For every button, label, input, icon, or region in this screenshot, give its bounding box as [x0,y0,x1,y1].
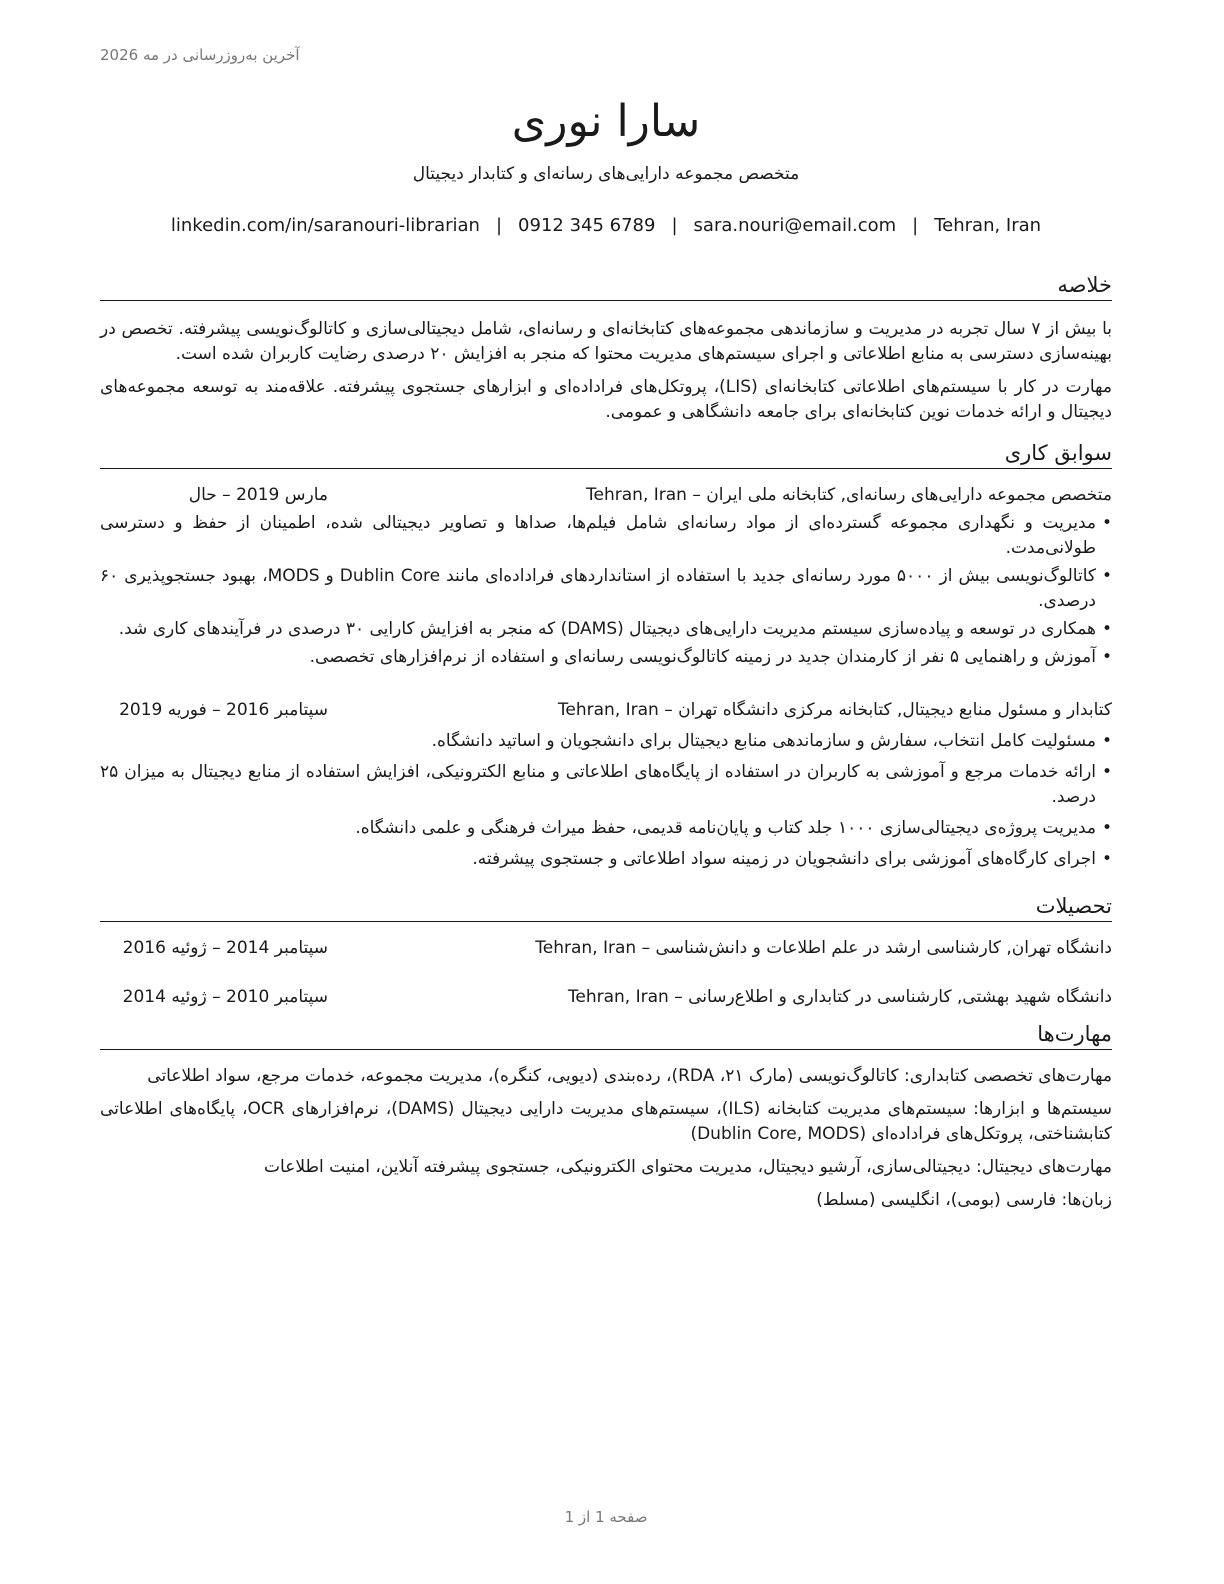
education-degree: دانشگاه شهید بهشتی, کارشناسی در کتابداری و اطلاع‌رسانی – Tehran, Iran [567,987,1112,1007]
job-header [100,698,1112,723]
resume-page [100,0,1112,1584]
skill-line: مهارت‌های تخصصی کتابداری: کاتالوگ‌نویسی (مارک ۲۱، RDA)، رده‌بندی (دیویی، کنگره)، مدیریت مجموعه، خدمات مرجع، سواد اطلاعاتی [147,1066,1112,1086]
skill-line: زبان‌ها: فارسی (بومی)، انگلیسی (مسلط) [816,1190,1112,1210]
contact-phone[interactable]: 0912 345 6789 [518,215,656,236]
contact-separator: | [495,215,503,236]
summary-section [100,271,1112,425]
list-item: • اجرای کارگاه‌های آموزشی برای دانشجویان در زمینه سواد اطلاعاتی و جستجوی پیشرفته. [100,847,1112,872]
summary-heading: خلاصه [100,271,1112,301]
education-degree: دانشگاه تهران, کارشناسی ارشد در علم اطلاعات و دانش‌شناسی – Tehran, Iran [535,938,1112,958]
experience-section [100,439,1112,872]
list-item: • کاتالوگ‌نویسی بیش از ۵۰۰۰ مورد رسانه‌ای جدید با استفاده از استانداردهای فراداده‌ای مانند Dublin Core و MODS، بهبود جستجوپذیری ۶۰ درصدی. [100,564,1112,614]
summary-paragraph: با بیش از ۷ سال تجربه در مدیریت و سازماندهی مجموعه‌های کتابخانه‌ای و رسانه‌ای، شامل دیجیتالی‌سازی و کاتالوگ‌نویسی پیشرفته. تخصص در بهینه‌سازی دسترسی به منابع اطلاعاتی و اجرای سیستم‌های مدیریت محتوا که منجر به افزایش ۲۰ درصدی رضایت کاربران شده است. [100,319,1112,364]
education-dates: سپتامبر 2010 – ژوئیه 2014 [122,987,328,1007]
candidate-name: سارا نوری [511,96,701,147]
contact-separator: | [671,215,678,236]
job-dates: سپتامبر 2016 – فوریه 2019 [119,700,328,720]
job-bullets [100,729,1112,872]
job-bullets [100,511,1112,670]
job-header [100,483,1112,508]
job-dates: مارس 2019 – حال [188,485,328,505]
education-dates: سپتامبر 2014 – ژوئیه 2016 [122,938,328,958]
education-heading: تحصیلات [100,892,1112,922]
job-role: متخصص مجموعه دارایی‌های رسانه‌ای, کتابخانه ملی ایران – Tehran, Iran [586,485,1112,505]
list-item: • ارائه خدمات مرجع و آموزشی به کاربران در استفاده از پایگاه‌های اطلاعاتی و منابع الکترونیکی، افزایش استفاده از منابع دیجیتال به میزان ۲۵ درصد. [100,760,1112,810]
experience-heading: سوابق کاری [100,439,1112,469]
contact-separator: | [912,215,919,236]
list-item: • مدیریت و نگهداری مجموعه گسترده‌ای از مواد رسانه‌ای شامل فیلم‌ها، صداها و تصاویر دیجیتالی شده، اطمینان از حفظ و دسترسی طولانی‌مدت. [100,511,1112,561]
job-entry [100,483,1112,670]
job-entry [100,698,1112,872]
skill-line: سیستم‌ها و ابزارها: سیستم‌های مدیریت کتابخانه (ILS)، سیستم‌های مدیریت دارایی دیجیتال (DAMS)، نرم‌افزارهای OCR، پایگاه‌های اطلاعاتی کتابشناختی، پروتکل‌های فراداده‌ای (Dublin Core, MODS) [100,1099,1112,1144]
page-footer: صفحه 1 از 1 [564,1508,648,1526]
list-item: • مدیریت پروژه‌ی دیجیتالی‌سازی ۱۰۰۰ جلد کتاب و پایان‌نامه قدیمی، حفظ میراث فرهنگی و علمی دانشگاه. [100,816,1112,841]
contact-linkedin[interactable]: linkedin.com/in/saranouri-librarian [170,215,480,236]
job-role: کتابدار و مسئول منابع دیجیتال, کتابخانه مرکزی دانشگاه تهران – Tehran, Iran [557,700,1112,720]
list-item: • آموزش و راهنمایی ۵ نفر از کارمندان جدید در زمینه کاتالوگ‌نویسی رسانه‌ای و استفاده از نرم‌افزارهای تخصصی. [100,645,1112,670]
contact-line [100,213,1112,239]
contact-email[interactable]: sara.nouri@email.com [693,215,897,236]
education-section [100,892,1112,1010]
education-entry [100,936,1112,961]
education-entry [100,985,1112,1010]
list-item: • همکاری در توسعه و پیاده‌سازی سیستم مدیریت دارایی‌های دیجیتال (DAMS) که منجر به افزایش کارایی ۳۰ درصدی در فرآیندهای کاری شد. [100,617,1112,642]
skill-line: مهارت‌های دیجیتال: دیجیتالی‌سازی، آرشیو دیجیتال، مدیریت محتوای الکترونیکی، جستجوی پیشرفته آنلاین، امنیت اطلاعات [264,1157,1112,1177]
skills-heading: مهارت‌ها [100,1020,1112,1050]
resume-header [100,0,1112,239]
contact-location: Tehran, Iran [934,215,1042,236]
skills-section [100,1020,1112,1213]
candidate-title: متخصص مجموعه دارایی‌های رسانه‌ای و کتابدار دیجیتال [412,164,800,184]
summary-paragraph: مهارت در کار با سیستم‌های اطلاعاتی کتابخانه‌ای (LIS)، پروتکل‌های فراداده‌ای و ابزارهای جستجوی پیشرفته. علاقه‌مند به توسعه مجموعه‌های دیجیتال و ارائه خدمات نوین کتابخانه‌ای برای جامعه دانشگاهی و عمومی. [100,377,1112,422]
last-updated-note: آخرین به‌روزرسانی در مه 2026 [100,46,300,64]
list-item: • مسئولیت کامل انتخاب، سفارش و سازماندهی منابع دیجیتال برای دانشجویان و اساتید دانشگاه. [100,729,1112,754]
